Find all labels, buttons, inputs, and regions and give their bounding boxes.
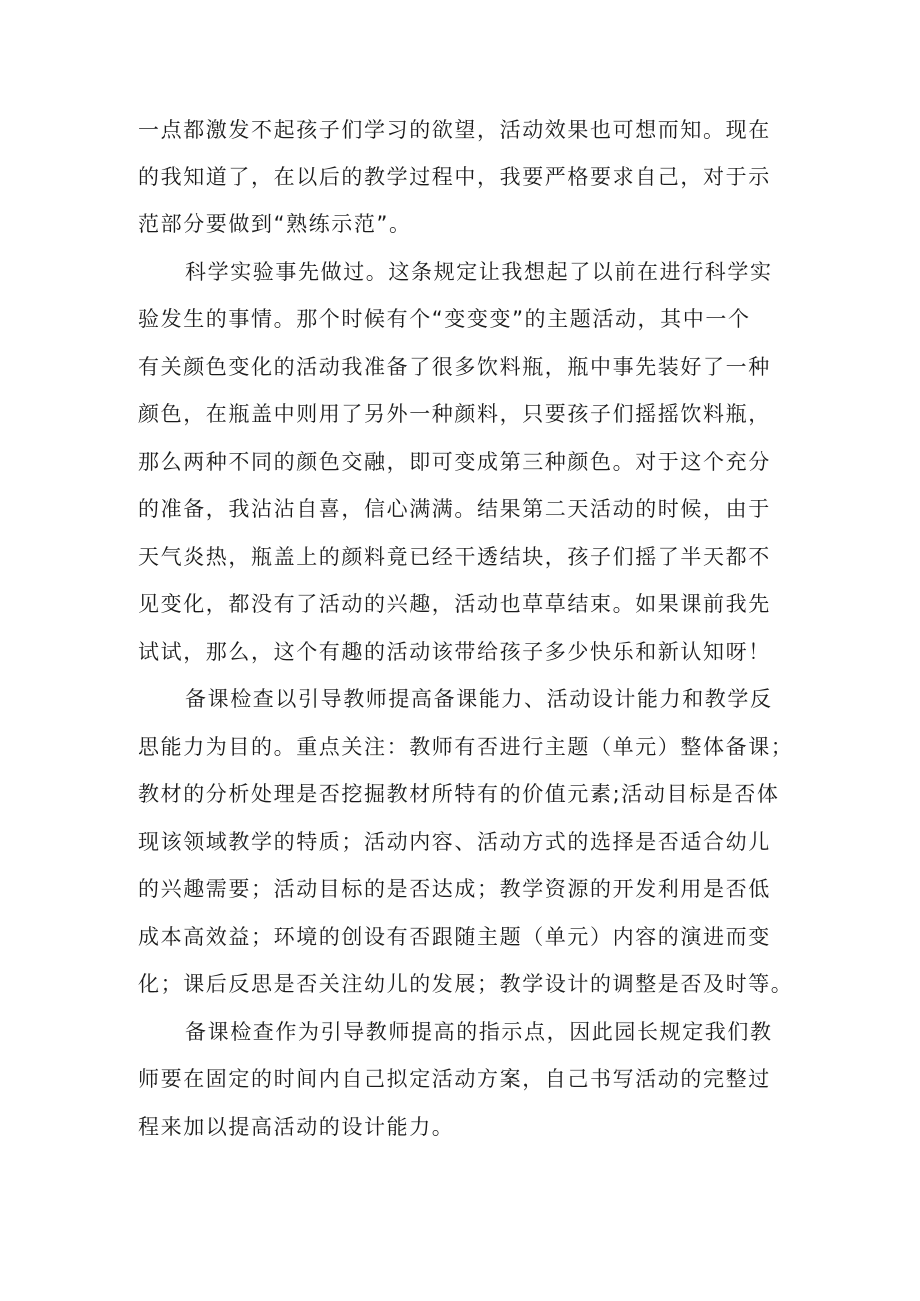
paragraph-2-line-1: 科学实验事先做过。这条规定让我想起了以前在进行科学实 [185,260,773,284]
paragraph-2-line-7: 天气炎热，瓶盖上的颜料竟已经干透结块，孩子们摇了半天都不 [138,545,771,569]
paragraph-1-line-1: 一点都激发不起孩子们学习的欲望，活动效果也可想而知。现在 [138,118,771,142]
paragraph-2-line-8: 见变化，都没有了活动的兴趣，活动也草草结束。如果课前我先 [138,592,771,616]
paragraph-3-line-3: 教材的分析处理是否挖掘教材所特有的价值元素;活动目标是否体 [138,782,780,806]
paragraph-3-line-6: 成本高效益；环境的创设有否跟随主题（单元）内容的演进而变 [138,925,771,949]
paragraph-4-line-3: 程来加以提高活动的设计能力。 [138,1115,455,1139]
paragraph-2-line-2: 验发生的事情。那个时候有个“变变变”的主题活动，其中一个 [138,307,751,331]
paragraph-4-line-1: 备课检查作为引导教师提高的指示点，因此园长规定我们教 [185,1020,773,1044]
paragraph-4-line-2: 师要在固定的时间内自己拟定活动方案，自己书写活动的完整过 [138,1067,771,1091]
paragraph-2-line-4: 颜色，在瓶盖中则用了另外一种颜料，只要孩子们摇摇饮料瓶， [138,402,771,426]
paragraph-1-line-3: 范部分要做到“熟练示范”。 [138,212,412,236]
paragraph-3-line-4: 现该领域教学的特质；活动内容、活动方式的选择是否适合幼儿 [138,830,771,854]
paragraph-2-line-6: 的准备，我沾沾自喜，信心满满。结果第二天活动的时候，由于 [138,497,771,521]
paragraph-2-line-9: 试试，那么，这个有趣的活动该带给孩子多少快乐和新认知呀！ [138,640,771,664]
paragraph-2-line-3: 有关颜色变化的活动我准备了很多饮料瓶，瓶中事先装好了一种 [138,355,771,379]
paragraph-3-line-2: 思能力为目的。重点关注：教师有否进行主题（单元）整体备课； [138,735,794,759]
paragraph-1-line-2: 的我知道了，在以后的教学过程中，我要严格要求自己，对于示 [138,165,771,189]
paragraph-3-line-7: 化；课后反思是否关注幼儿的发展；教学设计的调整是否及时等。 [138,972,794,996]
paragraph-3-line-1: 备课检查以引导教师提高备课能力、活动设计能力和教学反 [185,687,773,711]
paragraph-3-line-5: 的兴趣需要；活动目标的是否达成；教学资源的开发利用是否低 [138,877,771,901]
paragraph-2-line-5: 那么两种不同的颜色交融，即可变成第三种颜色。对于这个充分 [138,450,771,474]
